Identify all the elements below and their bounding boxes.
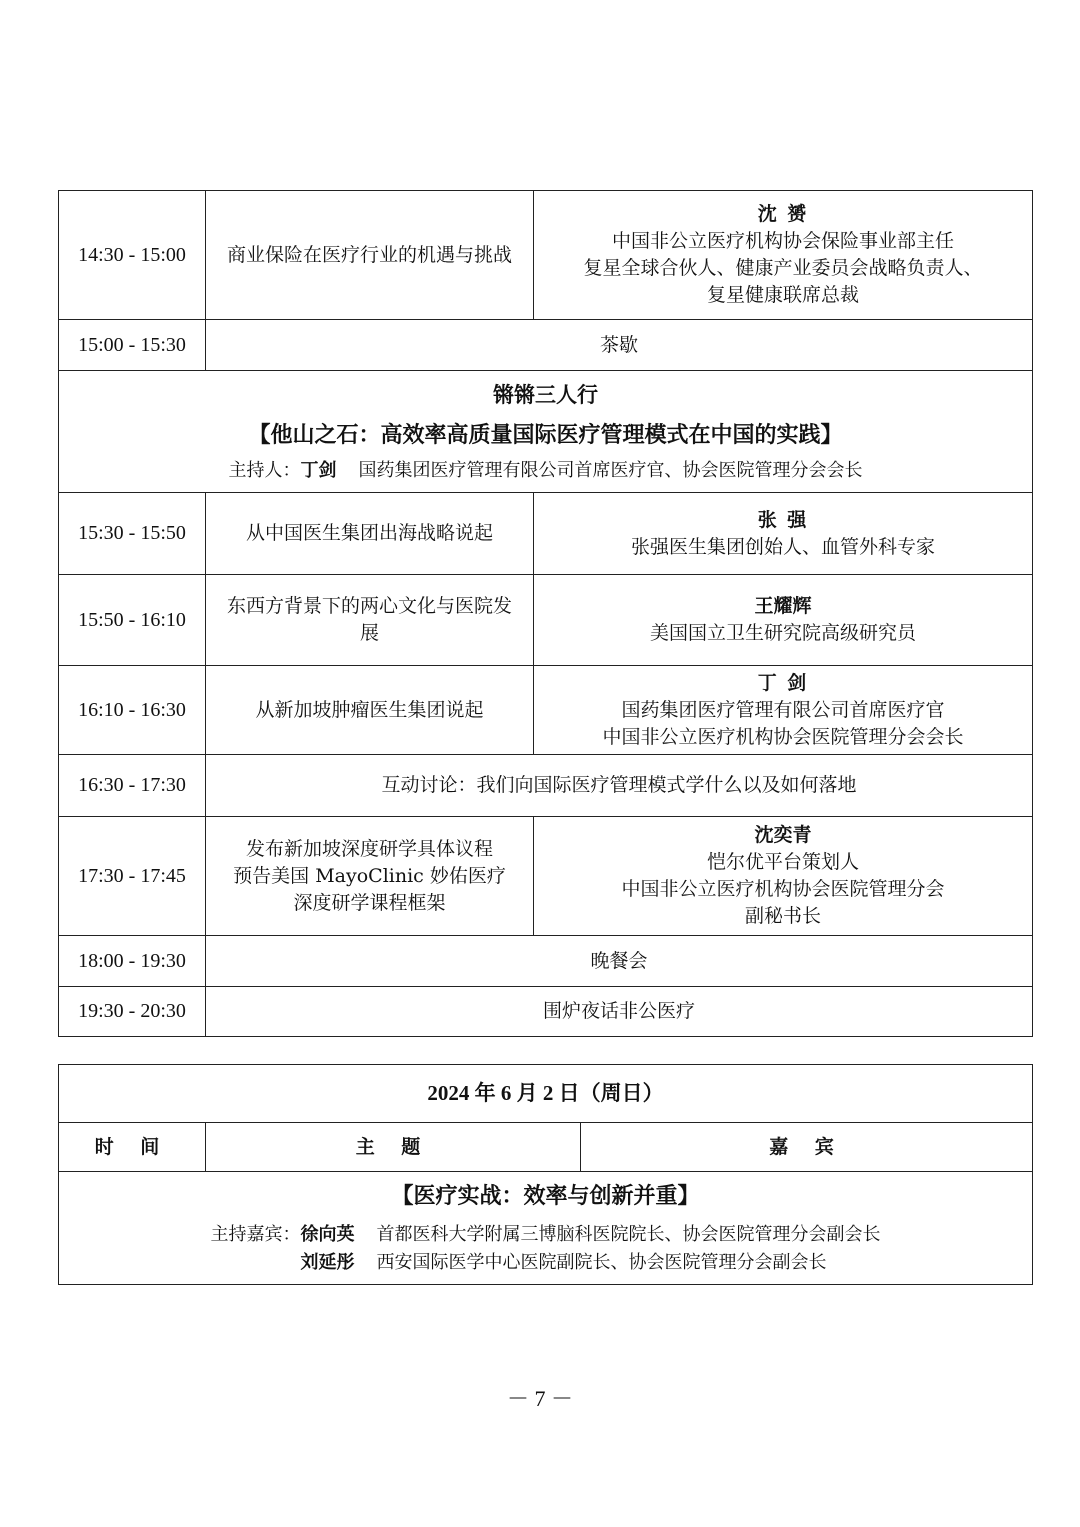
speaker-name: 沈 赟 xyxy=(757,203,809,225)
speaker-title: 美国国立卫生研究院高级研究员 xyxy=(649,622,916,644)
section-header-row xyxy=(59,371,1033,493)
topic-line: 预告美国 MayoClinic 妙佑医疗 xyxy=(233,864,506,887)
topic-cell: 从新加坡肿瘤医生集团说起 xyxy=(206,666,534,755)
section-subtitle: 【他山之石：高效率高质量国际医疗管理模式在中国的实践】 xyxy=(248,421,843,448)
host-block xyxy=(65,1221,1026,1277)
time-cell: 14:30 - 15:00 xyxy=(59,191,206,320)
table-row xyxy=(59,987,1033,1037)
section-cell xyxy=(59,1172,1033,1285)
schedule-table-day2 xyxy=(58,1064,1033,1285)
discussion-cell: 互动讨论：我们向国际医疗管理模式学什么以及如何落地 xyxy=(206,755,1033,817)
table-row xyxy=(59,666,1033,755)
table-row xyxy=(59,755,1033,817)
host-title: 国药集团医疗管理有限公司首席医疗官、协会医院管理分会会长 xyxy=(358,459,863,481)
topic-line: 深度研学课程框架 xyxy=(293,891,446,914)
topic-line: 发布新加坡深度研学具体议程 xyxy=(245,837,493,860)
table-row xyxy=(59,936,1033,987)
host-label: 主持人： xyxy=(228,459,301,481)
speaker-name: 张 强 xyxy=(757,508,809,531)
time-cell: 17:30 - 17:45 xyxy=(59,817,206,936)
topic-cell xyxy=(206,817,534,936)
time-cell: 18:00 - 19:30 xyxy=(59,936,206,987)
header-guest: 嘉 宾 xyxy=(581,1123,1033,1172)
date-title: 2024 年 6 月 2 日（周日） xyxy=(59,1065,1033,1123)
host-title: 西安国际医学中心医院副院长、协会医院管理分会副会长 xyxy=(376,1252,827,1273)
speaker-cell xyxy=(534,191,1033,320)
speaker-cell xyxy=(534,575,1033,666)
topic-cell: 东西方背景下的两心文化与医院发展 xyxy=(206,575,534,666)
dinner-cell: 晚餐会 xyxy=(206,936,1033,987)
time-cell: 16:10 - 16:30 xyxy=(59,666,206,755)
table-row xyxy=(59,320,1033,371)
table-row xyxy=(59,575,1033,666)
table-row xyxy=(59,191,1033,320)
header-time: 时 间 xyxy=(59,1123,206,1172)
section-header-row xyxy=(59,1172,1033,1285)
speaker-title: 中国非公立医疗机构协会医院管理分会 xyxy=(621,878,945,900)
time-cell: 15:00 - 15:30 xyxy=(59,320,206,371)
speaker-name: 丁 剑 xyxy=(757,671,809,694)
host-name: 刘延彤 xyxy=(300,1252,355,1273)
speaker-title: 国药集团医疗管理有限公司首席医疗官 xyxy=(621,698,945,721)
date-row xyxy=(59,1065,1033,1123)
speaker-title: 中国非公立医疗机构协会保险事业部主任 xyxy=(611,230,954,252)
speaker-cell xyxy=(534,817,1033,936)
time-cell: 16:30 - 17:30 xyxy=(59,755,206,817)
break-cell: 茶歇 xyxy=(206,320,1033,371)
header-row xyxy=(59,1123,1033,1172)
speaker-title: 恺尔优平台策划人 xyxy=(706,851,859,873)
fireside-cell: 围炉夜话非公医疗 xyxy=(206,987,1033,1037)
schedule-table-day1 xyxy=(58,190,1033,1037)
speaker-title: 复星健康联席总裁 xyxy=(706,284,859,306)
time-cell: 15:50 - 16:10 xyxy=(59,575,206,666)
topic-cell: 从中国医生集团出海战略说起 xyxy=(206,493,534,575)
topic-cell: 商业保险在医疗行业的机遇与挑战 xyxy=(206,191,534,320)
section-cell xyxy=(59,371,1033,493)
table-row xyxy=(59,493,1033,575)
host-entry xyxy=(301,1221,881,1249)
section-subtitle: 【医疗实战：效率与创新并重】 xyxy=(391,1183,700,1209)
speaker-title: 中国非公立医疗机构协会医院管理分会会长 xyxy=(602,725,964,748)
host-line xyxy=(65,458,1026,484)
section-title: 锵锵三人行 xyxy=(493,381,598,407)
header-topic: 主 题 xyxy=(206,1123,581,1172)
host-list xyxy=(301,1221,881,1277)
speaker-cell xyxy=(534,493,1033,575)
speaker-title: 张强医生集团创始人、血管外科专家 xyxy=(630,535,935,558)
speaker-cell xyxy=(534,666,1033,755)
speaker-title: 复星全球合伙人、健康产业委员会战略负责人、 xyxy=(583,257,983,279)
host-entry xyxy=(301,1249,881,1277)
speaker-title: 副秘书长 xyxy=(744,905,821,927)
speaker-name: 王耀辉 xyxy=(754,595,812,617)
speaker-name: 沈奕青 xyxy=(754,824,812,846)
table-row xyxy=(59,817,1033,936)
time-cell: 19:30 - 20:30 xyxy=(59,987,206,1037)
time-cell: 15:30 - 15:50 xyxy=(59,493,206,575)
host-name: 徐向英 xyxy=(300,1224,355,1245)
host-title: 首都医科大学附属三博脑科医院院长、协会医院管理分会副会长 xyxy=(376,1224,881,1245)
host-name: 丁剑 xyxy=(300,459,337,481)
page-number: － 7 － xyxy=(506,1386,573,1411)
host-label: 主持嘉宾： xyxy=(210,1224,301,1245)
